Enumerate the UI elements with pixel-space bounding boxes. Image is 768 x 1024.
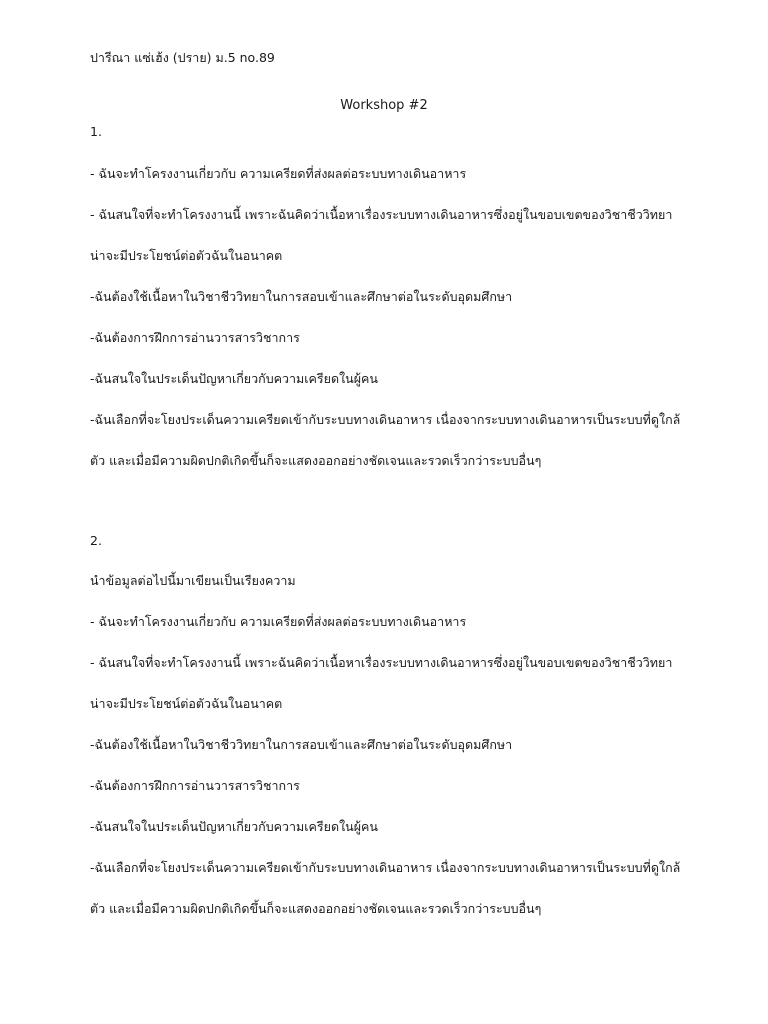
section-1-line-4: -ฉันต้องใช้เนื้อหาในวิชาชีววิทยาในการสอบเข้าและศึกษาต่อในระดับอุดมศึกษา (90, 289, 513, 304)
section-2-line-1: - ฉันจะทำโครงงานเกี่ยวกับ ความเครียดที่ส่งผลต่อระบบทางเดินอาหาร (90, 614, 467, 629)
section-1-line-3: น่าจะมีประโยชน์ต่อตัวฉันในอนาคต (90, 248, 283, 263)
section-2-line-5: -ฉันต้องการฝึกการอ่านวารสารวิชาการ (90, 778, 300, 793)
section-2-line-8: ตัว และเมื่อมีความผิดปกติเกิดขึ้นก็จะแสดงออกอย่างชัดเจนและรวดเร็วกว่าระบบอื่นๆ (90, 901, 542, 916)
section-1-line-5: -ฉันต้องการฝึกการอ่านวารสารวิชาการ (90, 330, 300, 345)
author-line: ปารีณา แซ่เฮ้ง (ปราย) ม.5 no.89 (90, 50, 275, 65)
section-1-number: 1. (90, 124, 102, 139)
section-2-line-2: - ฉันสนใจที่จะทำโครงงานนี้ เพราะฉันคิดว่าเนื้อหาเรื่องระบบทางเดินอาหารซึ่งอยู่ในขอบเขตของวิชาชีววิทยา (90, 655, 673, 670)
section-2-line-4: -ฉันต้องใช้เนื้อหาในวิชาชีววิทยาในการสอบเข้าและศึกษาต่อในระดับอุดมศึกษา (90, 737, 513, 752)
section-2-number: 2. (90, 533, 102, 548)
section-1-line-8: ตัว และเมื่อมีความผิดปกติเกิดขึ้นก็จะแสดงออกอย่างชัดเจนและรวดเร็วกว่าระบบอื่นๆ (90, 453, 542, 468)
section-1-line-1: - ฉันจะทำโครงงานเกี่ยวกับ ความเครียดที่ส่งผลต่อระบบทางเดินอาหาร (90, 166, 467, 181)
section-2-line-7: -ฉันเลือกที่จะโยงประเด็นความเครียดเข้ากับระบบทางเดินอาหาร เนื่องจากระบบทางเดินอาหารเป็นระบบที่ดูใกล้ (90, 860, 681, 875)
section-1-line-2: - ฉันสนใจที่จะทำโครงงานนี้ เพราะฉันคิดว่าเนื้อหาเรื่องระบบทางเดินอาหารซึ่งอยู่ในขอบเขตของวิชาชีววิทยา (90, 207, 673, 222)
section-2-line-3: น่าจะมีประโยชน์ต่อตัวฉันในอนาคต (90, 696, 283, 711)
section-1-line-7: -ฉันเลือกที่จะโยงประเด็นความเครียดเข้ากับระบบทางเดินอาหาร เนื่องจากระบบทางเดินอาหารเป็นระบบที่ดูใกล้ (90, 412, 681, 427)
section-2-line-6: -ฉันสนใจในประเด็นปัญหาเกี่ยวกับความเครียดในผู้คน (90, 819, 378, 834)
section-1-line-6: -ฉันสนใจในประเด็นปัญหาเกี่ยวกับความเครียดในผู้คน (90, 371, 378, 386)
section-2-intro: นำข้อมูลต่อไปนี้มาเขียนเป็นเรียงความ (90, 573, 296, 588)
document-title: Workshop #2 (340, 98, 428, 113)
